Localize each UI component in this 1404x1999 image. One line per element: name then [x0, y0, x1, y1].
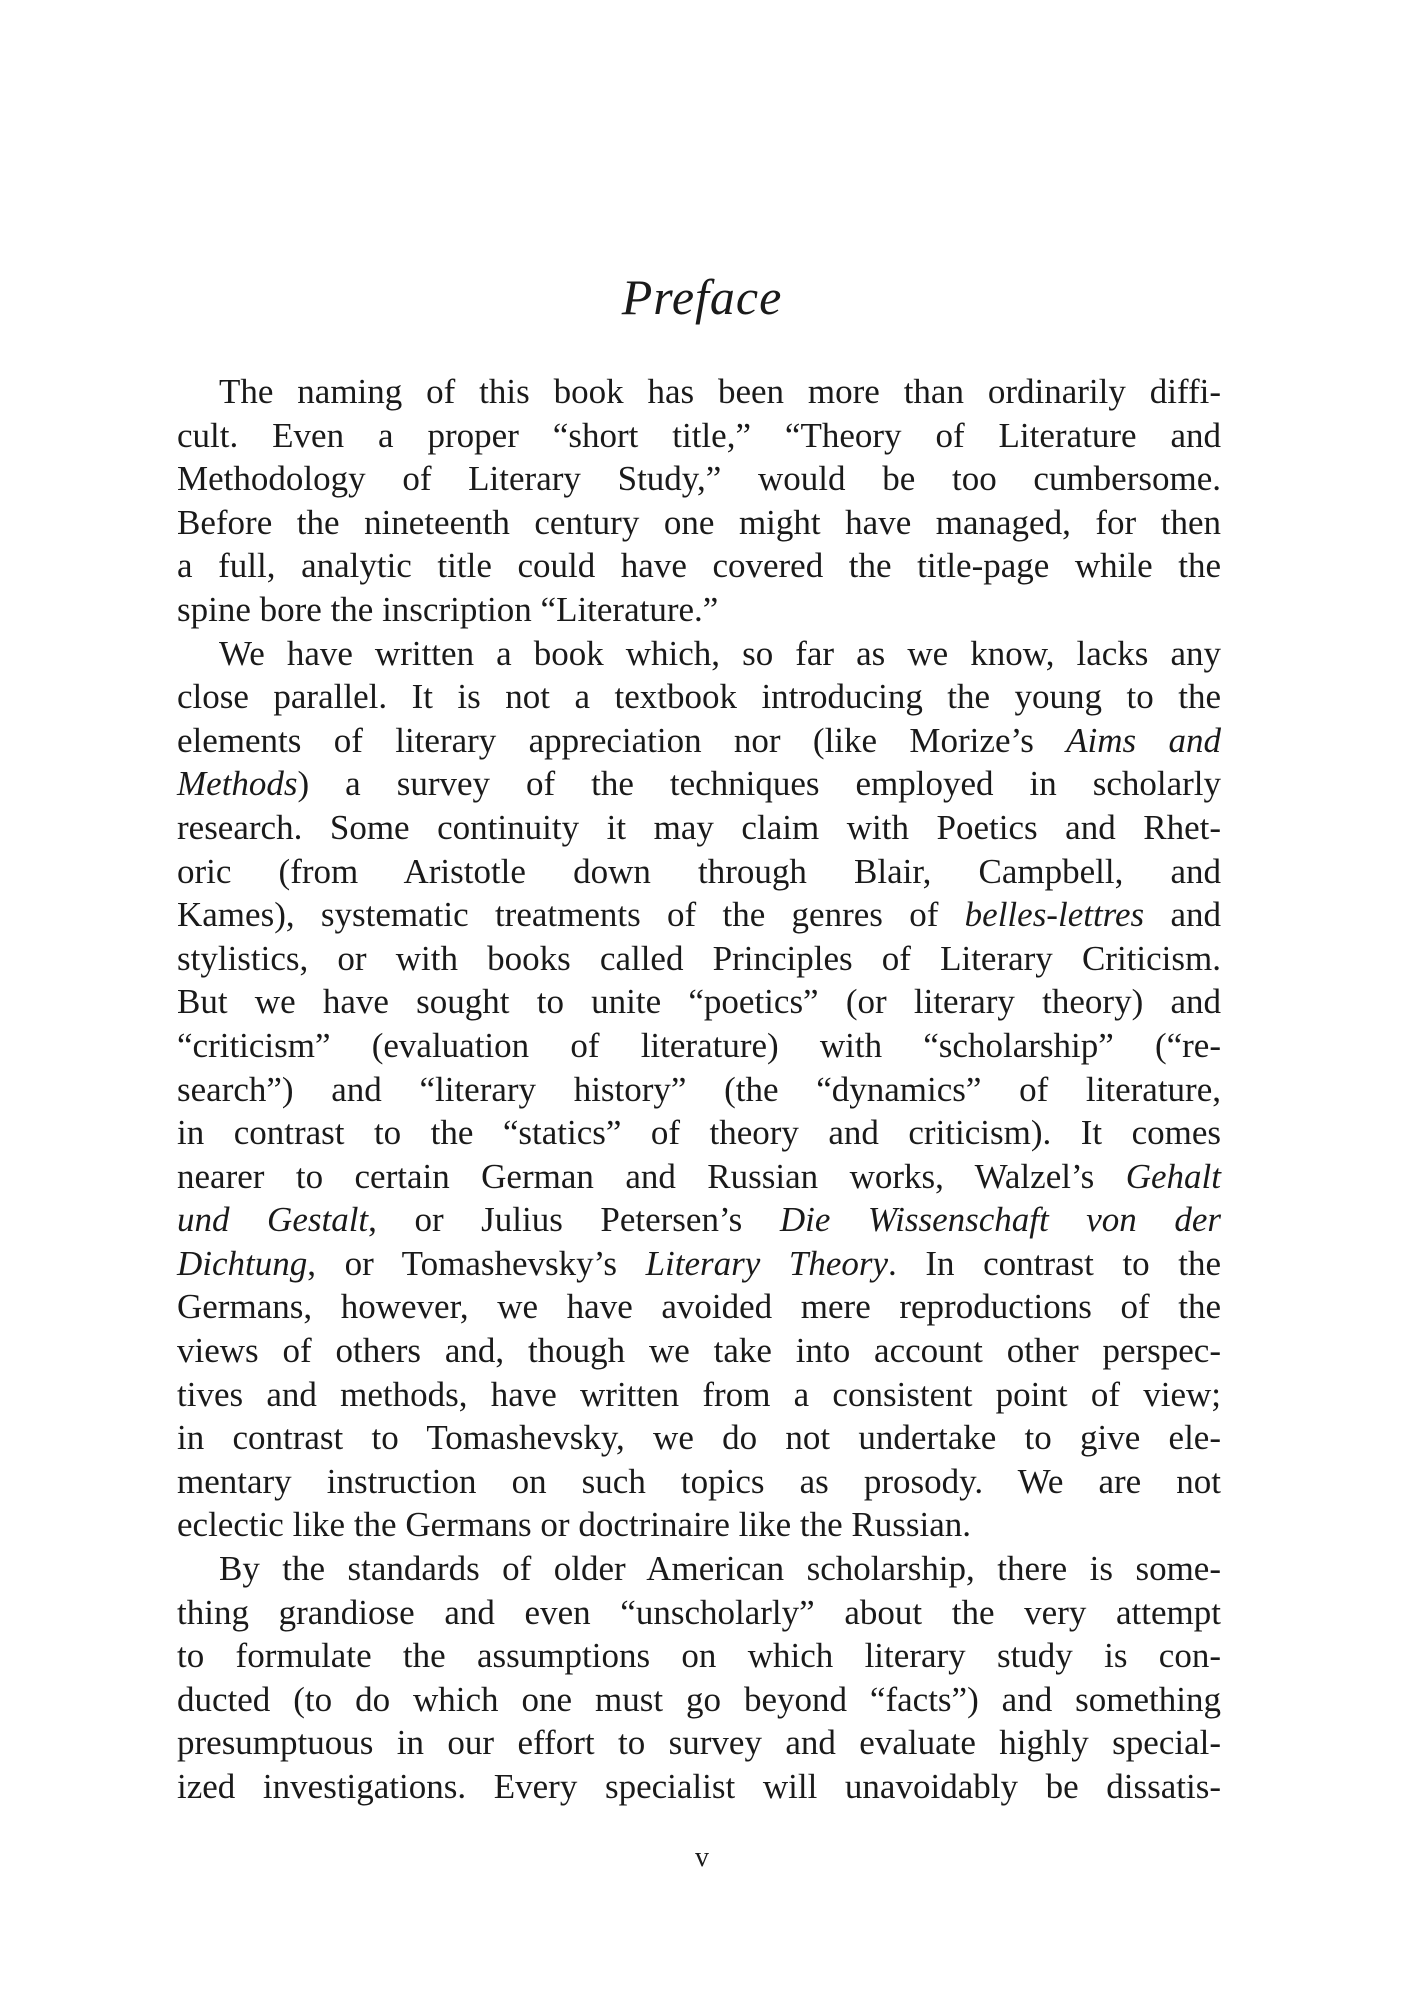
text-line: research. Some continuity it may claim with Poetics and Rhet-	[177, 807, 1221, 847]
text-run: , or Tomashevsky’s	[307, 1243, 646, 1283]
text-run: nearer to certain German and Russian works, Walzel’s	[177, 1156, 1126, 1196]
text-line: By the standards of older American scholarship, there is some-	[219, 1549, 1221, 1589]
text-line: Before the nineteenth century one might have managed, for then	[177, 502, 1221, 542]
paragraph-2	[177, 632, 1221, 1547]
text-line: eclectic like the Germans or doctrinaire like the Russian.	[177, 1505, 972, 1545]
italic-title: Literary Theory	[645, 1243, 889, 1283]
text-line	[177, 1198, 1221, 1242]
text-line: The naming of this book has been more than ordinarily diffi-	[219, 372, 1221, 411]
text-line: search”) and “literary history” (the “dynamics” of literature,	[177, 1069, 1221, 1109]
text-run: and	[1144, 895, 1221, 935]
text-line	[177, 1242, 1221, 1286]
page-title: Preface	[621, 269, 783, 325]
body-text	[177, 370, 1221, 1809]
text-line: Methodology of Literary Study,” would be too cumbersome.	[177, 459, 1221, 499]
text-line: ized investigations. Every specialist will unavoidably be dissatis-	[177, 1767, 1221, 1806]
text-line: spine bore the inscription “Literature.”	[177, 589, 719, 629]
italic-title: Methods	[177, 764, 298, 804]
text-run: ) a survey of the techniques employed in scholarly	[297, 764, 1221, 804]
text-line: a full, analytic title could have covered the title-page while the	[177, 546, 1221, 586]
paragraph-3	[177, 1547, 1221, 1809]
text-line	[177, 1155, 1221, 1199]
text-line: ducted (to do which one must go beyond “facts”) and something	[177, 1679, 1221, 1719]
italic-title: und Gestalt	[177, 1200, 369, 1240]
text-run: . In contrast to the	[888, 1243, 1221, 1283]
text-line: stylistics, or with books called Principles of Literary Criticism.	[177, 938, 1221, 978]
text-run: elements of literary appreciation nor (like Morize’s	[177, 720, 1067, 760]
text-line: “criticism” (evaluation of literature) with “scholarship” (“re-	[177, 1025, 1221, 1065]
text-line	[177, 719, 1221, 763]
text-line: cult. Even a proper “short title,” “Theory of Literature and	[177, 415, 1221, 455]
italic-title: Dichtung	[177, 1243, 308, 1283]
text-line: thing grandiose and even “unscholarly” about the very attempt	[177, 1592, 1221, 1632]
page-number: v	[695, 1842, 709, 1873]
italic-title: Gehalt	[1125, 1156, 1221, 1196]
text-line: mentary instruction on such topics as prosody. We are not	[177, 1461, 1221, 1501]
text-run: , or Julius Petersen’s	[368, 1200, 780, 1240]
text-line: tives and methods, have written from a consistent point of view;	[177, 1374, 1221, 1414]
italic-title: Aims and	[1066, 720, 1222, 760]
text-line: But we have sought to unite “poetics” (or literary theory) and	[177, 982, 1221, 1022]
text-line: views of others and, though we take into account other perspec-	[177, 1331, 1221, 1371]
text-line: in contrast to Tomashevsky, we do not undertake to give ele-	[177, 1418, 1221, 1458]
text-line	[177, 893, 1221, 937]
text-line: in contrast to the “statics” of theory and criticism). It comes	[177, 1113, 1221, 1153]
text-line: presumptuous in our effort to survey and evaluate highly special-	[177, 1723, 1221, 1763]
text-line: We have written a book which, so far as we know, lacks any	[219, 633, 1221, 673]
text-line	[177, 762, 1221, 806]
italic-term: belles-lettres	[964, 895, 1145, 935]
text-line: oric (from Aristotle down through Blair, Campbell, and	[177, 851, 1221, 891]
paragraph-1	[177, 370, 1221, 632]
italic-title: Die Wissenschaft von der	[779, 1200, 1221, 1240]
text-line: close parallel. It is not a textbook introducing the young to the	[177, 677, 1221, 717]
text-run: Kames), systematic treatments of the genres of	[177, 895, 965, 935]
text-line: to formulate the assumptions on which literary study is con-	[177, 1636, 1221, 1676]
text-line: Germans, however, we have avoided mere reproductions of the	[177, 1287, 1221, 1327]
